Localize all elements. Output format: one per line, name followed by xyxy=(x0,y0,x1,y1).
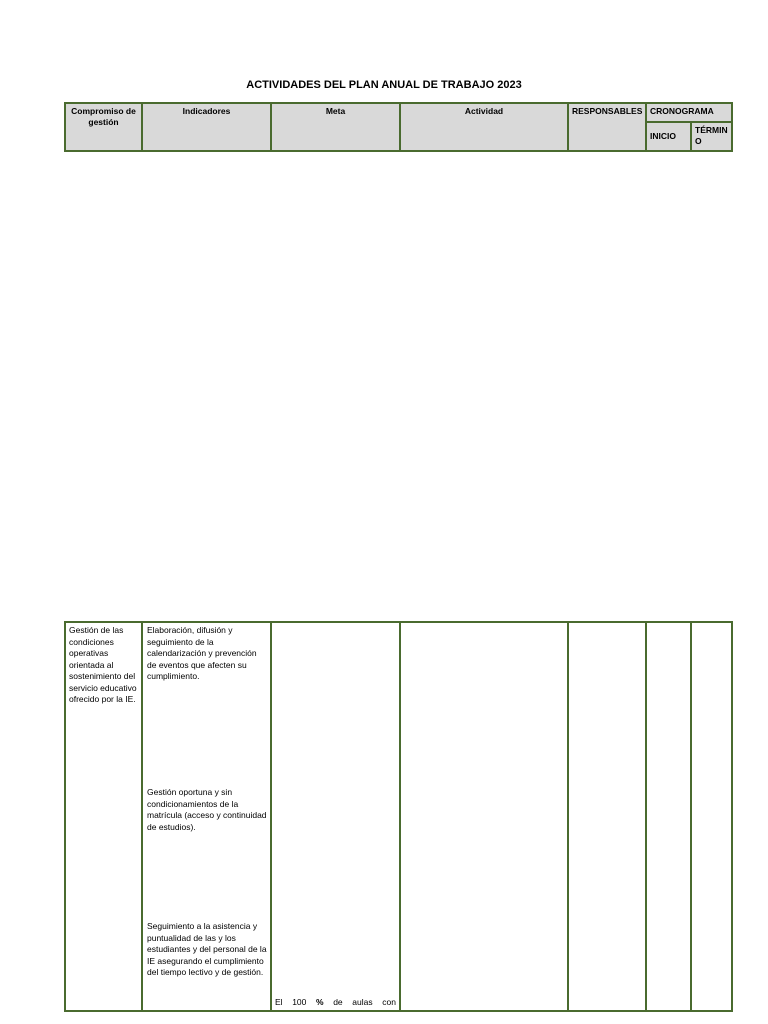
cell-compromiso xyxy=(65,622,142,1011)
meta-word: % xyxy=(316,996,324,1007)
header-cronograma: CRONOGRAMA xyxy=(646,103,732,122)
page-title: ACTIVIDADES DEL PLAN ANUAL DE TRABAJO 2023 xyxy=(246,79,522,91)
compromiso-text: Gestión de las condiciones operativas orientada al sostenimiento del servicio educativo ofrecido por la IE. xyxy=(69,625,137,704)
activities-table xyxy=(64,621,733,1012)
cell-inicio xyxy=(646,622,691,1011)
header-actividad: Actividad xyxy=(400,103,568,151)
meta-text xyxy=(275,997,396,1009)
cell-indicadores xyxy=(142,622,271,1011)
meta-word: con xyxy=(382,996,396,1007)
header-table xyxy=(64,102,733,152)
meta-word: aulas xyxy=(352,996,373,1007)
indicador-asistencia: Seguimiento a la asistencia y puntualidad de las y los estudiantes y del personal de la IE asegurando el cumplimiento del tiempo lectivo y de gestión. xyxy=(147,921,267,977)
meta-word: de xyxy=(333,996,343,1007)
indicador-matricula: Gestión oportuna y sin condicionamientos de la matrícula (acceso y continuidad de estudios). xyxy=(147,787,267,832)
meta-word: El xyxy=(275,996,283,1007)
cell-responsables xyxy=(568,622,646,1011)
header-indicadores: Indicadores xyxy=(142,103,271,151)
header-compromiso: Compromiso de gestión xyxy=(65,103,142,151)
header-meta: Meta xyxy=(271,103,400,151)
cell-actividad xyxy=(400,622,568,1011)
header-responsables: RESPONSABLES xyxy=(568,103,646,151)
header-termino: TÉRMINO xyxy=(691,122,732,151)
cell-meta xyxy=(271,622,400,1011)
cell-termino xyxy=(691,622,732,1011)
indicador-calendarizacion: Elaboración, difusión y seguimiento de la calendarización y prevención de eventos que afecten su cumplimiento. xyxy=(147,625,257,681)
header-inicio: INICIO xyxy=(646,122,691,151)
meta-word: 100 xyxy=(292,996,307,1007)
